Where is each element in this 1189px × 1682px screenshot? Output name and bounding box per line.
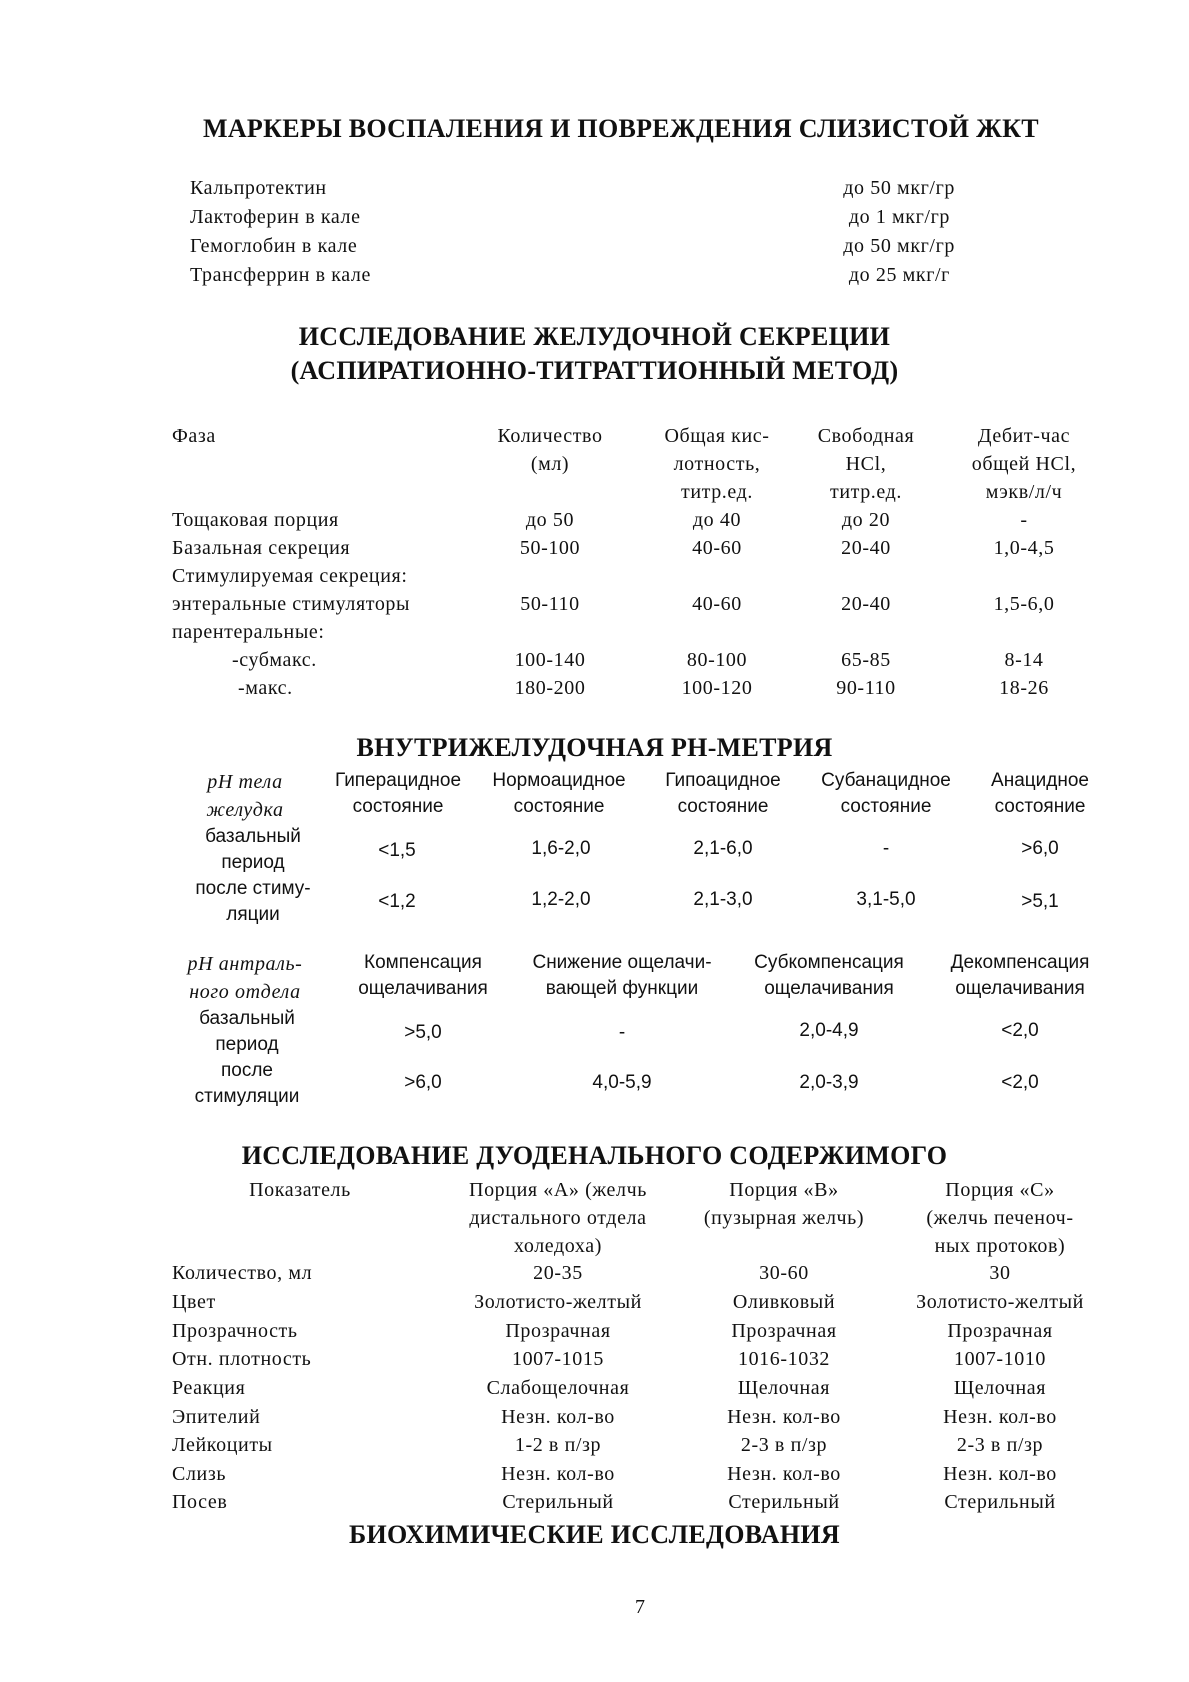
ph-body-cell: <1,5	[378, 840, 416, 861]
ph-body-row-label: после стиму- ляции	[195, 878, 311, 925]
duodenal-cell: 1016-1032	[737, 1348, 831, 1370]
ph-body-header: Гиперацидное состояние	[334, 770, 462, 817]
duodenal-cell: Прозрачная	[947, 1320, 1053, 1342]
gastric-row-label: энтеральные стимуляторы	[172, 593, 411, 615]
gastric-row-label: Базальная секреция	[172, 537, 351, 559]
ph-antrum-cell: 2,0-4,9	[799, 1020, 859, 1041]
ph-antrum-header: Снижение ощелачи- вающей функции	[532, 952, 712, 999]
gastric-cell: 8-14	[1004, 649, 1044, 671]
gastric-cell: -	[1020, 509, 1028, 531]
gastric-cell: 18-26	[999, 677, 1049, 699]
duodenal-cell: Золотисто-желтый	[474, 1291, 642, 1313]
duodenal-header-portion-c: Порция «С» (желчь печеноч- ных протоков)	[926, 1179, 1074, 1257]
gastric-row-label: -субмакс.	[232, 649, 317, 671]
marker-name: Лактоферин в кале	[190, 206, 361, 228]
gastric-header-phase: Фаза	[172, 425, 216, 447]
duodenal-header-portion-a: Порция «А» (желчь дистального отдела холедоха)	[469, 1179, 647, 1257]
ph-body-cell: 1,6-2,0	[531, 838, 591, 859]
gastric-header-volume: Количество (мл)	[497, 425, 603, 475]
gastric-header-total-acidity: Общая кис- лотность, титр.ед.	[664, 425, 770, 503]
gastric-cell: 50-110	[520, 593, 580, 615]
gastric-cell: 100-140	[514, 649, 586, 671]
duodenal-cell: 20-35	[533, 1262, 583, 1284]
duodenal-cell: Стерильный	[502, 1491, 614, 1513]
marker-value: до 50 мкг/гр	[843, 235, 955, 257]
biochem-title: БИОХИМИЧЕСКИЕ ИССЛЕДОВАНИЯ	[349, 1520, 840, 1549]
duodenal-row-label: Цвет	[172, 1291, 216, 1313]
duodenal-row-label: Лейкоциты	[172, 1434, 273, 1456]
duodenal-row-label: Прозрачность	[172, 1320, 298, 1342]
duodenal-row-label: Посев	[172, 1491, 228, 1513]
duodenal-title: ИССЛЕДОВАНИЕ ДУОДЕНАЛЬНОГО СОДЕРЖИМОГО	[241, 1141, 948, 1170]
ph-antrum-row-label: базальный период	[199, 1008, 295, 1055]
ph-body-cell: 2,1-3,0	[693, 889, 753, 910]
duodenal-cell: Незн. кол-во	[727, 1406, 841, 1428]
ph-antrum-header: Компенсация ощелачивания	[358, 952, 488, 999]
gastric-title: ИССЛЕДОВАНИЕ ЖЕЛУДОЧНОЙ СЕКРЕЦИИ	[298, 322, 891, 351]
duodenal-cell: Незн. кол-во	[501, 1463, 615, 1485]
duodenal-cell: Щелочная	[737, 1377, 831, 1399]
gastric-row-label: Стимулируемая секреция:	[172, 565, 408, 587]
duodenal-cell: Щелочная	[953, 1377, 1047, 1399]
duodenal-cell: 1007-1015	[511, 1348, 605, 1370]
gastric-row-label: -макс.	[238, 677, 293, 699]
duodenal-cell: Прозрачная	[731, 1320, 837, 1342]
duodenal-row-label: Эпителий	[172, 1406, 261, 1428]
ph-antrum-header: Декомпенсация ощелачивания	[950, 952, 1090, 999]
ph-body-header: Нормоацидное состояние	[492, 770, 626, 817]
marker-name: Трансферрин в кале	[190, 264, 371, 286]
ph-body-cell: >6,0	[1021, 838, 1059, 859]
duodenal-cell: 2-3 в п/зр	[956, 1434, 1044, 1456]
gastric-cell: 180-200	[514, 677, 586, 699]
gastric-cell: 20-40	[841, 593, 891, 615]
ph-antrum-row-label: после стимуляции	[194, 1060, 300, 1107]
page-number: 7	[635, 1596, 645, 1618]
markers-title: МАРКЕРЫ ВОСПАЛЕНИЯ И ПОВРЕЖДЕНИЯ СЛИЗИСТОЙ ЖКТ	[203, 114, 1039, 143]
gastric-row-label: парентеральные:	[172, 621, 325, 643]
gastric-cell: 65-85	[841, 649, 891, 671]
ph-antrum-cell: >5,0	[404, 1022, 442, 1043]
duodenal-cell: Стерильный	[944, 1491, 1056, 1513]
duodenal-cell: 1007-1010	[953, 1348, 1047, 1370]
marker-value: до 1 мкг/гр	[848, 206, 950, 228]
duodenal-cell: Золотисто-желтый	[916, 1291, 1084, 1313]
gastric-header-free-hcl: Свободная HCl, титр.ед.	[817, 425, 915, 503]
ph-antrum-label: pH антраль- ного отдела	[187, 953, 303, 1003]
duodenal-cell: Незн. кол-во	[943, 1463, 1057, 1485]
duodenal-cell: 30	[989, 1262, 1011, 1284]
ph-antrum-header: Субкомпенсация ощелачивания	[754, 952, 904, 999]
ph-antrum-cell: 4,0-5,9	[592, 1072, 652, 1093]
duodenal-cell: 30-60	[759, 1262, 809, 1284]
ph-body-cell: 2,1-6,0	[693, 838, 753, 859]
duodenal-cell: Слабощелочная	[486, 1377, 630, 1399]
ph-antrum-cell: <2,0	[1001, 1020, 1039, 1041]
gastric-cell: 1,5-6,0	[993, 593, 1055, 615]
duodenal-row-label: Слизь	[172, 1463, 227, 1485]
gastric-cell: 50-100	[519, 537, 581, 559]
gastric-cell: 80-100	[686, 649, 748, 671]
ph-body-cell: <1,2	[378, 891, 416, 912]
gastric-cell: до 40	[692, 509, 742, 531]
duodenal-cell: Незн. кол-во	[727, 1463, 841, 1485]
ph-body-header: Анацидное состояние	[991, 770, 1089, 817]
duodenal-cell: Незн. кол-во	[943, 1406, 1057, 1428]
ph-body-header: Субанацидное состояние	[821, 770, 951, 817]
gastric-cell: 90-110	[836, 677, 896, 699]
duodenal-cell: 1-2 в п/зр	[514, 1434, 602, 1456]
ph-title: ВНУТРИЖЕЛУДОЧНАЯ PH-МЕТРИЯ	[356, 733, 833, 762]
gastric-cell: 20-40	[841, 537, 891, 559]
duodenal-cell: 2-3 в п/зр	[740, 1434, 828, 1456]
marker-value: до 50 мкг/гр	[843, 177, 955, 199]
ph-body-cell: -	[882, 838, 890, 859]
gastric-subtitle: (АСПИРАТИОННО-ТИТРАТТИОННЫЙ МЕТОД)	[290, 356, 899, 385]
gastric-cell: 1,0-4,5	[993, 537, 1055, 559]
gastric-row-label: Тощаковая порция	[172, 509, 339, 531]
duodenal-row-label: Отн. плотность	[172, 1348, 312, 1370]
marker-name: Гемоглобин в кале	[190, 235, 358, 257]
duodenal-cell: Незн. кол-во	[501, 1406, 615, 1428]
marker-value: до 25 мкг/г	[848, 264, 950, 286]
duodenal-row-label: Реакция	[172, 1377, 246, 1399]
ph-body-header: Гипоацидное состояние	[665, 770, 781, 817]
gastric-cell: 40-60	[692, 593, 742, 615]
ph-antrum-cell: -	[618, 1022, 626, 1043]
ph-body-cell: >5,1	[1021, 891, 1059, 912]
marker-name: Кальпротектин	[190, 177, 327, 199]
ph-body-label: pH тела желудка	[206, 771, 284, 821]
ph-body-row-label: базальный период	[205, 826, 301, 873]
gastric-cell: 100-120	[681, 677, 753, 699]
gastric-cell: 40-60	[692, 537, 742, 559]
gastric-header-debit: Дебит-час общей HCl, мэкв/л/ч	[971, 425, 1077, 503]
ph-antrum-cell: >6,0	[404, 1072, 442, 1093]
ph-body-cell: 1,2-2,0	[531, 889, 591, 910]
duodenal-header-indicator: Показатель	[249, 1179, 351, 1201]
ph-antrum-cell: <2,0	[1001, 1072, 1039, 1093]
ph-body-cell: 3,1-5,0	[856, 889, 916, 910]
ph-antrum-cell: 2,0-3,9	[799, 1072, 859, 1093]
duodenal-cell: Стерильный	[728, 1491, 840, 1513]
duodenal-cell: Оливковый	[732, 1291, 836, 1313]
duodenal-header-portion-b: Порция «В» (пузырная желчь)	[703, 1179, 865, 1229]
gastric-cell: до 20	[841, 509, 891, 531]
duodenal-cell: Прозрачная	[505, 1320, 611, 1342]
gastric-cell: до 50	[525, 509, 575, 531]
duodenal-row-label: Количество, мл	[172, 1262, 313, 1284]
